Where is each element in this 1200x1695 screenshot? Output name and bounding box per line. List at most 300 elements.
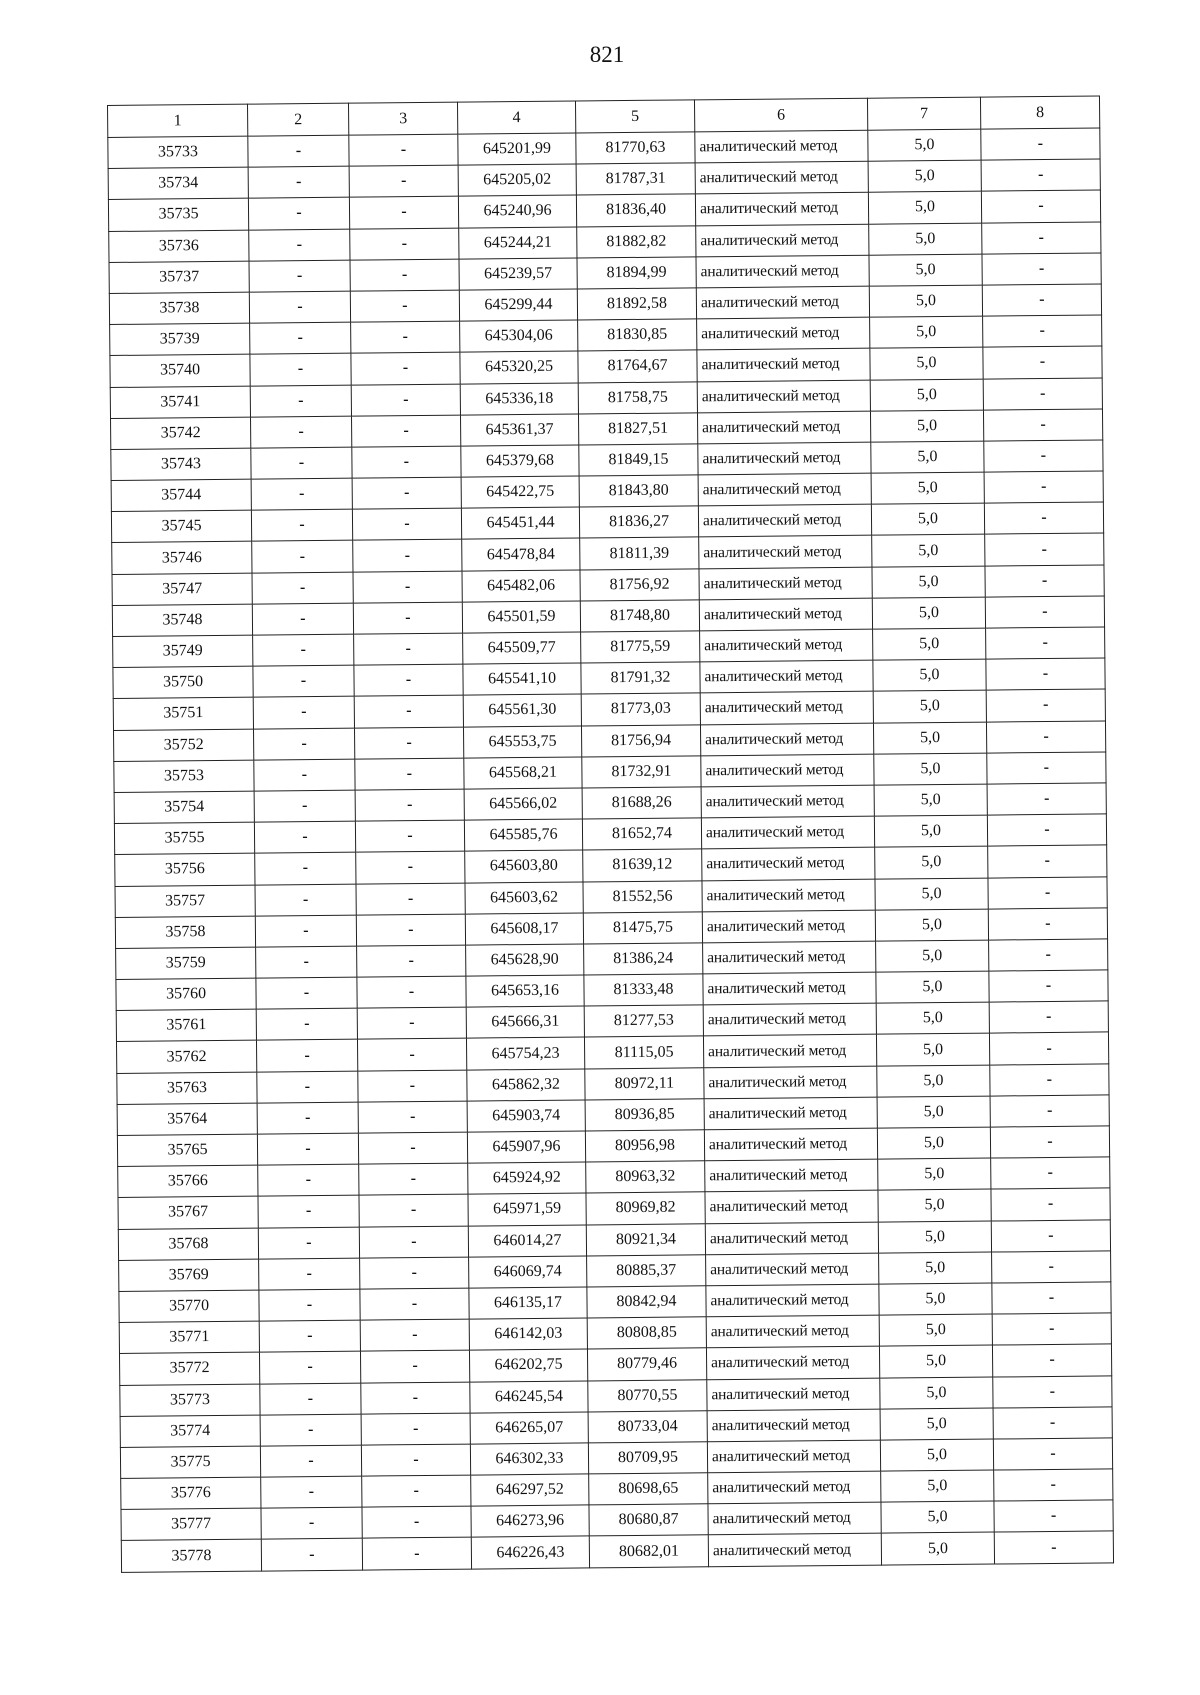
table-cell-col5: 81836,40 xyxy=(576,194,695,226)
table-cell-col4: 645603,80 xyxy=(465,850,583,882)
table-cell-col2: - xyxy=(256,1008,357,1040)
table-cell-col5: 80972,11 xyxy=(585,1067,704,1099)
table-cell-col6: аналитический метод xyxy=(696,224,869,257)
table-cell-col2: - xyxy=(252,572,353,604)
table-cell-col6: аналитический метод xyxy=(708,1502,881,1535)
table-cell-col1: 35771 xyxy=(119,1321,259,1354)
table-cell-col8: - xyxy=(985,565,1104,597)
table-cell-col5: 80885,37 xyxy=(587,1255,706,1287)
table-cell-col4: 645205,02 xyxy=(458,164,576,196)
table-cell-col3: - xyxy=(360,1319,469,1351)
column-header-1: 1 xyxy=(108,104,248,137)
table-cell-col1: 35753 xyxy=(114,760,254,793)
table-cell-col7: 5,0 xyxy=(868,160,981,192)
table-cell-col3: - xyxy=(353,602,462,634)
table-cell-col7: 5,0 xyxy=(873,659,986,691)
table-cell-col3: - xyxy=(356,914,465,946)
table-cell-col5: 81386,24 xyxy=(584,943,703,975)
table-cell-col2: - xyxy=(250,353,351,385)
table-cell-col2: - xyxy=(256,1040,357,1072)
table-cell-col3: - xyxy=(349,134,458,166)
table-cell-col3: - xyxy=(360,1350,469,1382)
table-cell-col5: 81836,27 xyxy=(579,506,698,538)
table-cell-col3: - xyxy=(354,633,463,665)
table-cell-col8: - xyxy=(993,1438,1112,1470)
table-cell-col5: 81277,53 xyxy=(584,1005,703,1037)
table-cell-col2: - xyxy=(257,1102,358,1134)
table-cell-col8: - xyxy=(989,1032,1108,1064)
table-cell-col8: - xyxy=(987,814,1106,846)
table-cell-col5: 80682,01 xyxy=(589,1535,708,1567)
table-cell-col6: аналитический метод xyxy=(697,380,870,413)
table-cell-col6: аналитический метод xyxy=(704,1097,877,1130)
table-cell-col8: - xyxy=(994,1531,1113,1563)
table-cell-col2: - xyxy=(255,915,356,947)
table-cell-col8: - xyxy=(984,440,1103,472)
table-cell-col3: - xyxy=(355,758,464,790)
table-cell-col2: - xyxy=(251,509,352,541)
table-cell-col3: - xyxy=(356,851,465,883)
table-cell-col1: 35765 xyxy=(117,1134,257,1167)
table-cell-col8: - xyxy=(983,409,1102,441)
table-cell-col7: 5,0 xyxy=(874,815,987,847)
table-cell-col8: - xyxy=(993,1375,1112,1407)
table-cell-col6: аналитический метод xyxy=(695,161,868,194)
table-cell-col4: 645568,21 xyxy=(464,757,582,789)
table-cell-col6: аналитический метод xyxy=(695,193,868,226)
table-cell-col3: - xyxy=(354,727,463,759)
table-cell-col8: - xyxy=(987,752,1106,784)
table-cell-col4: 646265,07 xyxy=(470,1412,588,1444)
table-cell-col7: 5,0 xyxy=(869,223,982,255)
table-cell-col7: 5,0 xyxy=(879,1345,992,1377)
table-cell-col2: - xyxy=(256,977,357,1009)
table-cell-col4: 645666,31 xyxy=(466,1006,584,1038)
table-cell-col2: - xyxy=(251,447,352,479)
table-cell-col2: - xyxy=(258,1196,359,1228)
table-cell-col1: 35772 xyxy=(119,1352,259,1385)
table-cell-col5: 81732,91 xyxy=(582,756,701,788)
table-cell-col4: 645240,96 xyxy=(458,195,576,227)
table-cell-col8: - xyxy=(982,253,1101,285)
table-cell-col5: 80921,34 xyxy=(586,1223,705,1255)
table-cell-col4: 645336,18 xyxy=(460,382,578,414)
table-cell-col6: аналитический метод xyxy=(702,879,875,912)
table-cell-col5: 80842,94 xyxy=(587,1286,706,1318)
table-cell-col7: 5,0 xyxy=(874,784,987,816)
table-cell-col8: - xyxy=(989,970,1108,1002)
table-cell-col5: 81775,59 xyxy=(581,631,700,663)
table-cell-col6: аналитический метод xyxy=(706,1284,879,1317)
table-cell-col4: 645478,84 xyxy=(462,538,580,570)
table-cell-col2: - xyxy=(260,1414,361,1446)
table-cell-col5: 80733,04 xyxy=(588,1410,707,1442)
table-cell-col1: 35740 xyxy=(110,354,250,387)
table-cell-col1: 35775 xyxy=(120,1446,260,1479)
table-cell-col4: 645304,06 xyxy=(460,320,578,352)
table-cell-col5: 81811,39 xyxy=(580,537,699,569)
table-cell-col8: - xyxy=(983,346,1102,378)
table-cell-col2: - xyxy=(250,416,351,448)
table-cell-col6: аналитический метод xyxy=(699,567,872,600)
table-cell-col3: - xyxy=(352,477,461,509)
table-cell-col6: аналитический метод xyxy=(703,941,876,974)
table-cell-col3: - xyxy=(351,384,460,416)
table-cell-col6: аналитический метод xyxy=(696,286,869,319)
table-cell-col3: - xyxy=(362,1538,471,1570)
table-cell-col1: 35747 xyxy=(112,573,252,606)
table-cell-col4: 645509,77 xyxy=(463,632,581,664)
table-cell-col6: аналитический метод xyxy=(699,598,872,631)
table-cell-col1: 35770 xyxy=(119,1290,259,1323)
table-cell-col6: аналитический метод xyxy=(707,1440,880,1473)
table-cell-col6: аналитический метод xyxy=(703,972,876,1005)
table-cell-col7: 5,0 xyxy=(873,628,986,660)
table-cell-col6: аналитический метод xyxy=(703,1035,876,1068)
table-cell-col7: 5,0 xyxy=(869,254,982,286)
table-cell-col8: - xyxy=(992,1251,1111,1283)
table-cell-col5: 81894,99 xyxy=(577,257,696,289)
table-cell-col4: 645971,59 xyxy=(468,1193,586,1225)
column-header-7: 7 xyxy=(867,97,980,130)
table-cell-col4: 646226,43 xyxy=(471,1536,589,1568)
table-cell-col8: - xyxy=(994,1500,1113,1532)
table-cell-col7: 5,0 xyxy=(869,285,982,317)
table-cell-col8: - xyxy=(991,1157,1110,1189)
table-cell-col7: 5,0 xyxy=(878,1189,991,1221)
table-cell-col4: 645907,96 xyxy=(467,1131,585,1163)
table-cell-col7: 5,0 xyxy=(875,909,988,941)
table-cell-col5: 81756,94 xyxy=(581,724,700,756)
table-cell-col2: - xyxy=(253,665,354,697)
table-cell-col1: 35755 xyxy=(114,822,254,855)
table-cell-col5: 81758,75 xyxy=(578,381,697,413)
table-cell-col1: 35764 xyxy=(117,1103,257,1136)
table-cell-col2: - xyxy=(250,322,351,354)
table-cell-col3: - xyxy=(357,1039,466,1071)
table-cell-col8: - xyxy=(990,1126,1109,1158)
table-cell-col6: аналитический метод xyxy=(705,1159,878,1192)
table-cell-col4: 645924,92 xyxy=(468,1162,586,1194)
table-cell-col2: - xyxy=(255,852,356,884)
table-cell-col5: 81333,48 xyxy=(584,974,703,1006)
table-cell-col4: 646202,75 xyxy=(469,1349,587,1381)
table-cell-col8: - xyxy=(982,222,1101,254)
table-cell-col4: 645553,75 xyxy=(463,726,581,758)
table-cell-col8: - xyxy=(989,939,1108,971)
table-cell-col3: - xyxy=(358,1070,467,1102)
table-cell-col3: - xyxy=(350,228,459,260)
table-cell-col3: - xyxy=(361,1382,470,1414)
table-cell-col5: 80698,65 xyxy=(589,1473,708,1505)
table-cell-col1: 35736 xyxy=(109,230,249,263)
table-cell-col7: 5,0 xyxy=(872,566,985,598)
column-header-5: 5 xyxy=(575,100,694,133)
table-cell-col2: - xyxy=(261,1476,362,1508)
table-cell-col3: - xyxy=(362,1475,471,1507)
table-cell-col5: 80936,85 xyxy=(585,1099,704,1131)
table-cell-col2: - xyxy=(257,1071,358,1103)
table-cell-col8: - xyxy=(986,721,1105,753)
table-cell-col5: 80969,82 xyxy=(586,1192,705,1224)
table-cell-col8: - xyxy=(985,533,1104,565)
table-cell-col7: 5,0 xyxy=(879,1252,992,1284)
table-cell-col3: - xyxy=(357,945,466,977)
table-cell-col2: - xyxy=(248,198,349,230)
table-cell-col6: аналитический метод xyxy=(696,255,869,288)
table-cell-col3: - xyxy=(351,415,460,447)
table-cell-col6: аналитический метод xyxy=(704,1066,877,1099)
table-cell-col2: - xyxy=(249,291,350,323)
table-cell-col1: 35742 xyxy=(111,417,251,450)
table-cell-col5: 80808,85 xyxy=(587,1317,706,1349)
table-cell-col3: - xyxy=(361,1444,470,1476)
table-cell-col5: 80963,32 xyxy=(586,1161,705,1193)
table-cell-col3: - xyxy=(354,695,463,727)
table-cell-col7: 5,0 xyxy=(880,1377,993,1409)
table-cell-col6: аналитический метод xyxy=(706,1315,879,1348)
table-cell-col5: 81787,31 xyxy=(576,163,695,195)
table-body xyxy=(108,128,1114,1572)
table-cell-col1: 35748 xyxy=(112,604,252,637)
table-cell-col7: 5,0 xyxy=(876,940,989,972)
table-cell-col1: 35756 xyxy=(115,853,255,886)
table-cell-col1: 35754 xyxy=(114,791,254,824)
column-header-2: 2 xyxy=(247,103,348,136)
table-cell-col6: аналитический метод xyxy=(698,504,871,537)
table-cell-col1: 35766 xyxy=(118,1165,258,1198)
table-cell-col3: - xyxy=(362,1506,471,1538)
table-cell-col7: 5,0 xyxy=(868,191,981,223)
table-cell-col1: 35735 xyxy=(108,199,248,232)
table-cell-col2: - xyxy=(258,1227,359,1259)
table-cell-col7: 5,0 xyxy=(874,753,987,785)
table-cell-col2: - xyxy=(254,759,355,791)
table-cell-col4: 645903,74 xyxy=(467,1100,585,1132)
table-cell-col3: - xyxy=(358,1101,467,1133)
table-cell-col6: аналитический метод xyxy=(705,1222,878,1255)
table-cell-col6: аналитический метод xyxy=(707,1409,880,1442)
table-cell-col5: 81764,67 xyxy=(578,350,697,382)
table-cell-col2: - xyxy=(260,1445,361,1477)
table-cell-col1: 35762 xyxy=(116,1041,256,1074)
table-cell-col1: 35745 xyxy=(111,510,251,543)
table-cell-col2: - xyxy=(253,697,354,729)
table-cell-col7: 5,0 xyxy=(873,690,986,722)
table-cell-col6: аналитический метод xyxy=(704,1128,877,1161)
table-cell-col6: аналитический метод xyxy=(706,1253,879,1286)
table-cell-col4: 646273,96 xyxy=(471,1505,589,1537)
table-cell-col8: - xyxy=(986,658,1105,690)
table-cell-col4: 645244,21 xyxy=(459,227,577,259)
table-cell-col5: 81115,05 xyxy=(584,1036,703,1068)
table-cell-col2: - xyxy=(248,135,349,167)
table-cell-col3: - xyxy=(357,976,466,1008)
table-cell-col1: 35741 xyxy=(110,386,250,419)
table-cell-col6: аналитический метод xyxy=(697,317,870,350)
table-cell-col5: 81773,03 xyxy=(581,693,700,725)
table-cell-col4: 645561,30 xyxy=(463,694,581,726)
table-cell-col3: - xyxy=(352,508,461,540)
table-cell-col3: - xyxy=(349,197,458,229)
table-cell-col5: 81791,32 xyxy=(581,662,700,694)
page-number: 821 xyxy=(589,42,625,67)
table-cell-col1: 35777 xyxy=(121,1508,261,1541)
table-cell-col5: 81688,26 xyxy=(582,787,701,819)
table-cell-col8: - xyxy=(992,1313,1111,1345)
table-cell-col1: 35768 xyxy=(118,1228,258,1261)
table-cell-col6: аналитический метод xyxy=(697,411,870,444)
table-cell-col2: - xyxy=(254,821,355,853)
table-cell-col8: - xyxy=(984,471,1103,503)
table-cell-col5: 81882,82 xyxy=(577,225,696,257)
table-cell-col4: 646135,17 xyxy=(469,1287,587,1319)
table-cell-col6: аналитический метод xyxy=(708,1471,881,1504)
table-cell-col7: 5,0 xyxy=(872,597,985,629)
table-cell-col4: 646302,33 xyxy=(470,1443,588,1475)
table-cell-col6: аналитический метод xyxy=(700,629,873,662)
table-cell-col3: - xyxy=(350,259,459,291)
table-cell-col8: - xyxy=(990,1095,1109,1127)
table-cell-col5: 81849,15 xyxy=(579,444,698,476)
table-cell-col8: - xyxy=(991,1219,1110,1251)
table-cell-col2: - xyxy=(250,385,351,417)
table-cell-col4: 645566,02 xyxy=(464,788,582,820)
table-cell-col3: - xyxy=(352,446,461,478)
table-cell-col5: 80770,55 xyxy=(588,1379,707,1411)
table-cell-col7: 5,0 xyxy=(871,472,984,504)
table-cell-col3: - xyxy=(351,352,460,384)
table-cell-col5: 80779,46 xyxy=(587,1348,706,1380)
table-cell-col1: 35737 xyxy=(109,261,249,294)
table-cell-col5: 81892,58 xyxy=(577,288,696,320)
table-cell-col8: - xyxy=(983,315,1102,347)
table-cell-col8: - xyxy=(988,876,1107,908)
table-cell-col6: аналитический метод xyxy=(702,847,875,880)
table-cell-col6: аналитический метод xyxy=(698,442,871,475)
table-cell-col7: 5,0 xyxy=(870,347,983,379)
table-cell-col4: 645422,75 xyxy=(461,476,579,508)
table-cell-col7: 5,0 xyxy=(881,1501,994,1533)
table-cell-col5: 81748,80 xyxy=(580,600,699,632)
table-cell-col8: - xyxy=(992,1282,1111,1314)
table-cell-col1: 35757 xyxy=(115,885,255,918)
table-cell-col3: - xyxy=(359,1226,468,1258)
table-cell-col4: 645754,23 xyxy=(466,1037,584,1069)
table-cell-col5: 81827,51 xyxy=(578,413,697,445)
table-cell-col8: - xyxy=(986,689,1105,721)
table-cell-col6: аналитический метод xyxy=(705,1191,878,1224)
table-cell-col1: 35752 xyxy=(114,729,254,762)
table-cell-col5: 81475,75 xyxy=(583,912,702,944)
table-cell-col1: 35776 xyxy=(121,1477,261,1510)
table-cell-col3: - xyxy=(359,1194,468,1226)
table-cell-col6: аналитический метод xyxy=(699,536,872,569)
column-header-3: 3 xyxy=(348,102,457,135)
table-cell-col6: аналитический метод xyxy=(703,1003,876,1036)
table-cell-col2: - xyxy=(261,1539,362,1571)
table-cell-col7: 5,0 xyxy=(875,878,988,910)
table-cell-col8: - xyxy=(991,1188,1110,1220)
table-cell-col6: аналитический метод xyxy=(707,1378,880,1411)
table-cell-col7: 5,0 xyxy=(873,722,986,754)
table-cell-col3: - xyxy=(357,1007,466,1039)
table-cell-col4: 645585,76 xyxy=(464,819,582,851)
table-cell-col7: 5,0 xyxy=(876,971,989,1003)
table-cell-col2: - xyxy=(259,1258,360,1290)
table-cell-col1: 35750 xyxy=(113,666,253,699)
table-cell-col4: 645320,25 xyxy=(460,351,578,383)
table-cell-col1: 35749 xyxy=(113,635,253,668)
table-cell-col3: - xyxy=(355,789,464,821)
table-cell-col7: 5,0 xyxy=(870,410,983,442)
table-cell-col3: - xyxy=(358,1132,467,1164)
table-cell-col2: - xyxy=(256,946,357,978)
table-cell-col8: - xyxy=(984,502,1103,534)
table-cell-col4: 645501,59 xyxy=(462,601,580,633)
table-cell-col6: аналитический метод xyxy=(698,473,871,506)
table-cell-col4: 645653,16 xyxy=(466,975,584,1007)
table-cell-col2: - xyxy=(253,634,354,666)
table-cell-col8: - xyxy=(987,783,1106,815)
table-cell-col8: - xyxy=(981,190,1100,222)
table-cell-col1: 35746 xyxy=(112,542,252,575)
table-cell-col7: 5,0 xyxy=(871,503,984,535)
table-cell-col7: 5,0 xyxy=(877,1096,990,1128)
table-cell-col5: 81552,56 xyxy=(583,880,702,912)
table-cell-col6: аналитический метод xyxy=(695,130,868,163)
table-cell-col4: 646014,27 xyxy=(468,1225,586,1257)
table-cell-col5: 81652,74 xyxy=(582,818,701,850)
table-cell-col6: аналитический метод xyxy=(700,692,873,725)
table-cell-col8: - xyxy=(990,1064,1109,1096)
table-cell-col1: 35758 xyxy=(115,916,255,949)
table-cell-col8: - xyxy=(988,908,1107,940)
table-cell-col8: - xyxy=(985,596,1104,628)
table-cell-col2: - xyxy=(251,478,352,510)
table-cell-col3: - xyxy=(356,883,465,915)
table-cell-col4: 646297,52 xyxy=(471,1474,589,1506)
table-cell-col7: 5,0 xyxy=(881,1470,994,1502)
table-cell-col4: 646142,03 xyxy=(469,1318,587,1350)
table-cell-col2: - xyxy=(252,541,353,573)
table-cell-col7: 5,0 xyxy=(876,1002,989,1034)
table-cell-col8: - xyxy=(994,1469,1113,1501)
table-cell-col4: 645603,62 xyxy=(465,881,583,913)
table-cell-col1: 35761 xyxy=(116,1009,256,1042)
table-cell-col7: 5,0 xyxy=(878,1221,991,1253)
coordinates-table xyxy=(107,95,1114,1572)
table-cell-col8: - xyxy=(986,627,1105,659)
table-cell-col2: - xyxy=(249,229,350,261)
table-cell-col2: - xyxy=(259,1320,360,1352)
table-cell-col4: 645541,10 xyxy=(463,663,581,695)
table-cell-col2: - xyxy=(252,603,353,635)
table-cell-col5: 81843,80 xyxy=(579,475,698,507)
coordinates-table-wrapper xyxy=(107,95,1113,1572)
table-cell-col8: - xyxy=(992,1344,1111,1376)
table-cell-col1: 35773 xyxy=(120,1384,260,1417)
table-cell-col7: 5,0 xyxy=(879,1283,992,1315)
table-cell-col1: 35739 xyxy=(110,323,250,356)
table-cell-col1: 35751 xyxy=(113,697,253,730)
table-cell-col2: - xyxy=(261,1507,362,1539)
table-cell-col7: 5,0 xyxy=(868,129,981,161)
table-cell-col6: аналитический метод xyxy=(700,723,873,756)
table-cell-col7: 5,0 xyxy=(877,1065,990,1097)
table-cell-col6: аналитический метод xyxy=(701,816,874,849)
table-cell-col7: 5,0 xyxy=(878,1158,991,1190)
